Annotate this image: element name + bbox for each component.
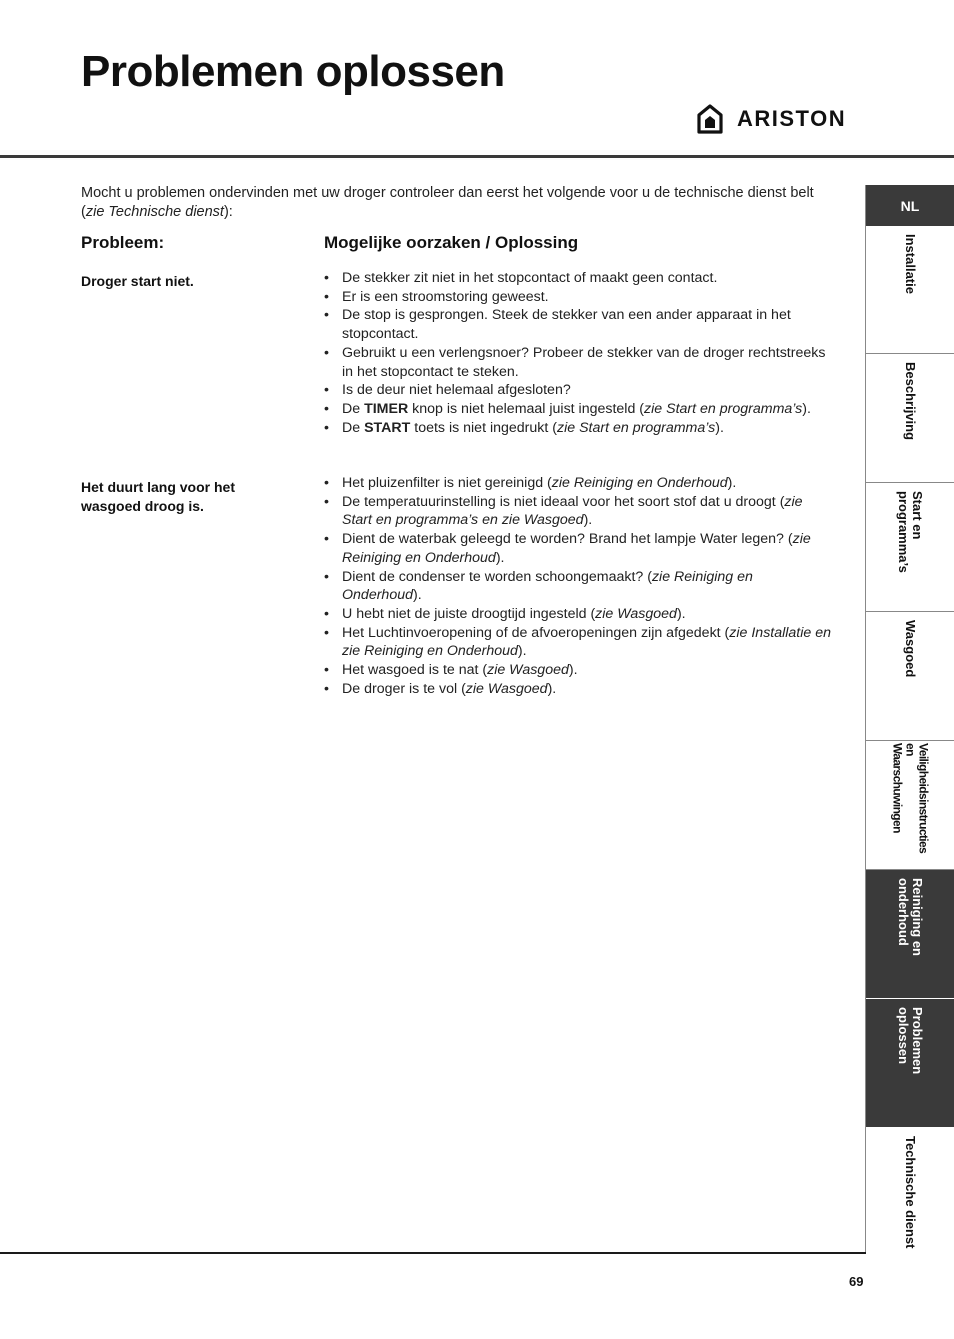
cause-reference: zie Start en programma’s [644, 400, 803, 417]
sidebar-tab-label: Wasgoed [903, 620, 918, 678]
cause-text: Is de deur niet helemaal afgesloten? [342, 382, 571, 399]
sidebar-tab-reiniging[interactable] [866, 870, 954, 999]
cause-text: ). [715, 419, 724, 436]
cause-item [324, 381, 836, 400]
problem-title: Droger start niet. [81, 273, 194, 289]
cause-reference: zie Reiniging en Onderhoud [551, 475, 728, 491]
sidebar-tab-label: Problemen oplossen [896, 1007, 925, 1075]
cause-text: ). [568, 662, 578, 679]
cause-list [324, 474, 836, 698]
cause-item [324, 680, 836, 699]
cause-text: De [342, 419, 365, 436]
cause-item [324, 661, 836, 680]
cause-text: ). [676, 605, 686, 622]
cause-text: Er is een stroomstoring geweest. [342, 288, 549, 305]
cause-item [324, 568, 836, 605]
section-sidebar [866, 185, 954, 1258]
sidebar-tab-label: Installatie [903, 234, 918, 294]
cause-reference: zie Start en programma’s en zie Wasgoed [342, 493, 803, 529]
cause-keyword: TIMER [364, 400, 409, 417]
cause-text: De stekker zit niet in het stopcontact of maakt geen contact. [342, 270, 718, 286]
ariston-house-logo-icon [697, 104, 723, 134]
sidebar-tab-veiligheid[interactable] [866, 741, 954, 870]
cause-text: ). [547, 680, 557, 697]
cause-text: Dient de condenser te worden schoongemaakt? ( [342, 568, 652, 585]
cause-text: De [342, 400, 365, 417]
cause-keyword: START [364, 419, 411, 436]
solution-column-header: Mogelijke oorzaken / Oplossing [324, 233, 579, 252]
cause-item [324, 400, 836, 419]
page-title: Problemen oplossen [81, 47, 505, 96]
cause-item [324, 493, 836, 530]
cause-item [324, 624, 836, 661]
cause-item [324, 288, 836, 307]
cause-text: ). [517, 643, 527, 660]
cause-text: knop is niet helemaal juist ingesteld ( [408, 400, 645, 417]
cause-list [324, 269, 836, 437]
cause-text: U hebt niet de juiste droogtijd ingesteld ( [342, 605, 596, 622]
brand-name: ARISTON [737, 106, 847, 131]
cause-item [324, 306, 836, 343]
sidebar-tab-label: Reiniging en onderhoud [896, 878, 925, 956]
sidebar-tab-installatie[interactable] [866, 226, 954, 354]
cause-reference: zie Wasgoed [465, 680, 548, 697]
cause-item [324, 269, 836, 288]
cause-text: De stop is gesprongen. Steek de stekker van een ander apparaat in het stopcontact. [342, 307, 791, 343]
cause-text: De temperatuurinstelling is niet ideaal voor het soort stof dat u droogt ( [342, 493, 785, 510]
cause-item [324, 605, 836, 624]
cause-reference: zie Wasgoed [487, 662, 569, 679]
cause-reference: zie Installatie en zie Reiniging en Onderhoud [342, 624, 832, 660]
sidebar-tab-beschrijving[interactable] [866, 354, 954, 483]
brand-logo [697, 104, 846, 134]
sidebar-tab-label: Start en programma’s [896, 491, 925, 573]
intro-text-end: ): [223, 204, 233, 220]
footer-divider [0, 1252, 866, 1254]
cause-text: ). [495, 549, 505, 566]
cause-reference: zie Reiniging en Onderhoud [342, 531, 811, 566]
intro-text: Mocht u problemen ondervinden met uw droger controleer dan eerst het volgende voor u de technische dienst belt ( [81, 185, 814, 220]
sidebar-tab-label: Technische dienst [903, 1136, 918, 1249]
sidebar-tab-wasgoed[interactable] [866, 612, 954, 741]
sidebar-tab-problemen[interactable] [866, 999, 954, 1128]
cause-text: Het Luchtinvoeropening of de afvoeropeningen zijn afgedekt ( [342, 624, 730, 641]
intro-paragraph [81, 184, 831, 222]
cause-text: ). [727, 475, 737, 491]
cause-item [324, 474, 836, 493]
cause-text: Het wasgoed is te nat ( [342, 662, 488, 679]
problem-column-header: Probleem: [81, 233, 165, 252]
cause-item [324, 530, 836, 567]
cause-text: Het pluizenfilter is niet gereinigd ( [342, 475, 552, 491]
problem-title: Het duurt lang voor het wasgoed droog is. [81, 479, 235, 514]
language-badge: NL [866, 185, 954, 226]
cause-text: Dient de waterbak geleegd te worden? Brand het lampje Water legen? ( [342, 531, 793, 548]
cause-text: ). [413, 587, 422, 604]
page-number: 69 [849, 1274, 864, 1289]
cause-text: Gebruikt u een verlengsnoer? Probeer de stekker van de droger rechtstreeks in het stopcontact te steken. [342, 344, 826, 380]
cause-reference: zie Start en programma’s [557, 419, 716, 436]
intro-reference: zie Technische dienst [85, 204, 224, 220]
cause-text: De droger is te vol ( [342, 680, 466, 697]
sidebar-tab-label: Veiligheidsinstructies en Waarschuwingen [890, 743, 931, 854]
cause-reference: zie Wasgoed [595, 605, 677, 622]
cause-reference: zie Reiniging en Onderhoud [342, 568, 753, 604]
cause-text: ). [802, 400, 811, 417]
header-divider [0, 155, 954, 158]
sidebar-tab-label: Beschrijving [903, 362, 918, 441]
cause-item [324, 344, 836, 381]
cause-text: ). [583, 512, 593, 529]
sidebar-tab-start-programmas[interactable] [866, 483, 954, 612]
sidebar-tab-technische-dienst[interactable] [866, 1128, 954, 1258]
cause-text: toets is niet ingedrukt ( [410, 419, 557, 436]
cause-item [324, 419, 836, 438]
